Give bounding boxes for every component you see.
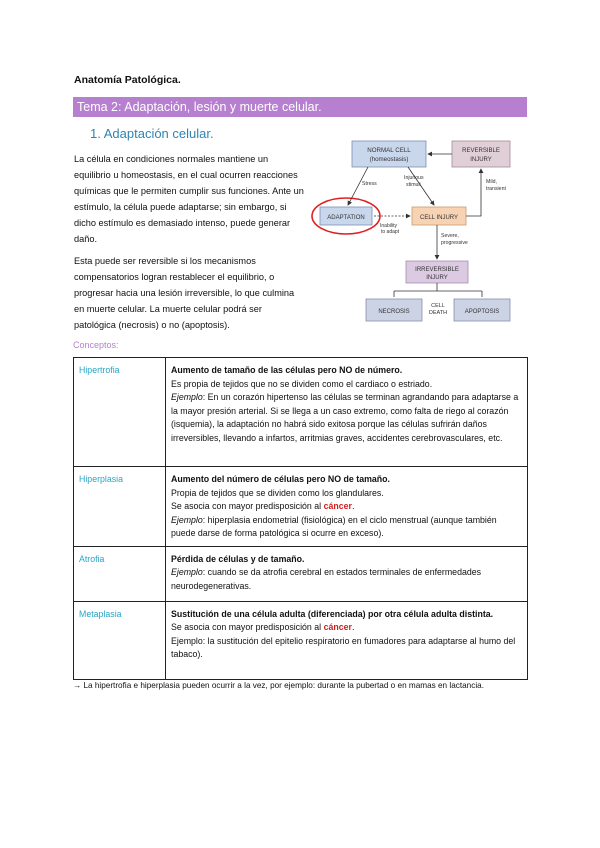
normal-cell-box <box>352 141 426 167</box>
intro-text <box>74 151 306 339</box>
stress-label: Stress <box>362 181 377 187</box>
mild-label: Mild, <box>486 179 497 185</box>
example-text: : cuando se da atrofia cerebral en estados terminales de enfermedades neurodegenerativas. <box>171 567 482 591</box>
apoptosis-label: APOPTOSIS <box>464 309 500 315</box>
reversible-injury-box <box>452 141 510 167</box>
inability-label: Inability <box>380 223 397 229</box>
injurious-stimuli-label: Injurious <box>404 175 424 181</box>
table-row <box>74 546 528 601</box>
definition-cell <box>166 546 528 601</box>
cell-injury-label: CELL INJURY <box>419 215 459 221</box>
definition-line: Propia de tejidos que se dividen como los glandulares. <box>171 487 384 498</box>
transient-label: transient <box>486 186 506 192</box>
definition-example <box>171 391 522 445</box>
text-span: . <box>351 501 355 511</box>
example-label: Ejemplo <box>171 567 203 577</box>
definition-cell <box>166 467 528 547</box>
table-row <box>74 358 528 467</box>
document-title: Anatomía Patológica. <box>74 74 181 86</box>
text-span: . <box>351 622 355 632</box>
intro-paragraph: La célula en condiciones normales mantiene un equilibrio u homeostasis, en el cual ocurren reacciones químicas que le permiten cumplir sus funciones. Ante un estímulo, la célula puede adaptarse; sin embargo, si dicho estímulo es demasiado intenso, puede generar daño. <box>74 154 304 244</box>
term-cell: Hipertrofia <box>74 358 166 467</box>
normal-cell-label: NORMAL CELL <box>367 147 411 154</box>
term-cell: Metaplasia <box>74 601 166 679</box>
example-label: Ejemplo <box>171 514 203 525</box>
definition-line <box>171 621 522 635</box>
severe-label: Severe, <box>441 233 459 239</box>
adaptation-label: ADAPTATION <box>327 215 365 221</box>
definition-lead: Pérdida de células y de tamaño. <box>171 553 305 564</box>
definition-line <box>171 500 522 514</box>
section-heading: 1. Adaptación celular. <box>90 126 214 141</box>
inability-sublabel: to adapt <box>381 229 400 235</box>
cancer-highlight: cáncer <box>323 501 352 511</box>
concepts-label: Conceptos: <box>73 340 119 350</box>
footnote: → La hipertrofia e hiperplasia pueden ocurrir a la vez, por ejemplo: durante la pubertad o en mamas en lactancia. <box>73 681 484 690</box>
term-cell: Atrofia <box>74 546 166 601</box>
table-row <box>74 467 528 547</box>
table-row <box>74 601 528 679</box>
irreversible-injury-label: IRREVERSIBLE <box>415 267 459 273</box>
intro-paragraph: Esta puede ser reversible si los mecanismos compensatorios logran restablecer el equilibrio, o progresar hacia una lesión irreversible, lo que culmina en muerte celular. La muerte celular podrá ser patológica (necrosis) o no (apoptosis). <box>74 256 295 330</box>
term-cell: Hiperplasia <box>74 467 166 547</box>
injurious-stimuli-sublabel: stimuli <box>406 182 421 188</box>
definition-example <box>171 514 522 541</box>
reversible-injury-sublabel: INJURY <box>470 157 492 163</box>
reversible-injury-label: REVERSIBLE <box>462 148 500 154</box>
necrosis-label: NECROSIS <box>378 309 410 315</box>
mild-transient-line <box>466 169 481 216</box>
irreversible-injury-sublabel: INJURY <box>426 275 448 281</box>
progressive-label: progressive <box>441 240 468 246</box>
definition-lead: Aumento del número de células pero NO de tamaño. <box>171 474 390 484</box>
definition-line: Es propia de tejidos que no se dividen como el cardiaco o estriado. <box>171 378 433 389</box>
definition-lead: Sustitución de una célula adulta (diferenciada) por otra célula adulta distinta. <box>171 608 494 619</box>
cell-response-diagram <box>308 133 528 333</box>
death-branch-line <box>394 283 482 297</box>
definition-example <box>171 566 522 593</box>
example-text: : hiperplasia endometrial (fisiológica) en el ciclo menstrual (aunque también puede darse de forma patológica si ocurre en exceso). <box>171 514 497 538</box>
definition-example: Ejemplo: la sustitución del epitelio respiratorio en fumadores para adaptarse al humo del tabaco). <box>171 635 516 659</box>
text-span: Se asocia con mayor predisposición al <box>171 501 324 511</box>
concepts-table <box>73 357 528 680</box>
cell-death-label: CELL <box>431 303 445 309</box>
example-label: Ejemplo <box>171 392 203 402</box>
definition-lead: Aumento de tamaño de las células pero NO de número. <box>171 365 403 375</box>
definition-cell <box>166 358 528 467</box>
topic-banner: Tema 2: Adaptación, lesión y muerte celular. <box>73 97 527 117</box>
example-text: : En un corazón hipertenso las células se terminan agrandando para adaptarse a la mayor presión arterial. Si se llega a un caso extremo, como falta de riego al corazón (isquemia), la adaptación no habrá sido exitosa porque las células sufrirán daños irreversibles, llevando a infartos, arritmias graves, accidentes cerebrovasculares, etc. <box>171 392 519 443</box>
normal-cell-sublabel: (homeostasis) <box>369 156 409 163</box>
definition-cell <box>166 601 528 679</box>
cell-death-sublabel: DEATH <box>428 310 448 316</box>
cancer-highlight: cáncer <box>323 622 352 632</box>
text-span: Se asocia con mayor predisposición al <box>171 622 324 632</box>
